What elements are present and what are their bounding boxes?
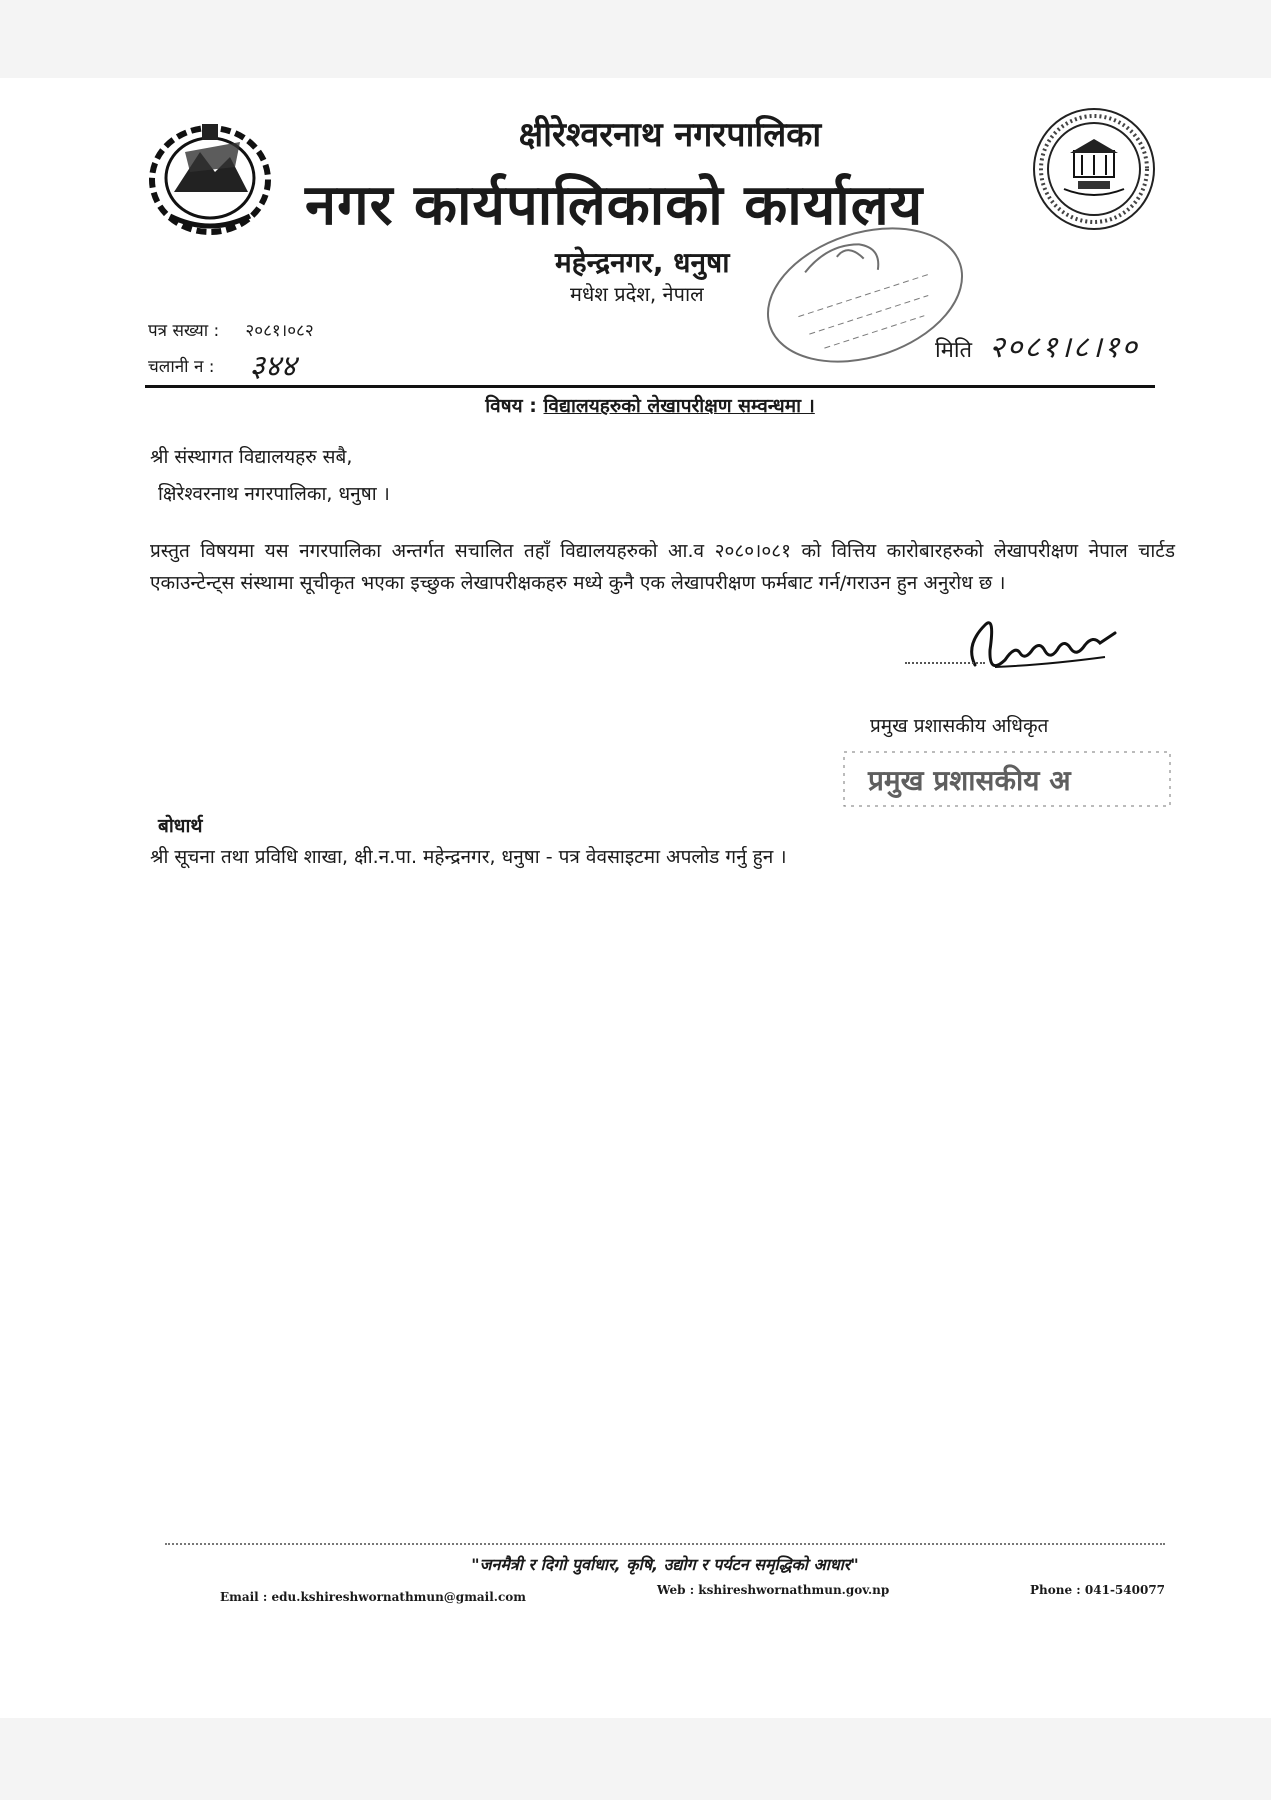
letter-number-label: पत्र सख्या : [148,321,220,341]
footer-website: Web : kshireshwornathmun.gov.np [657,1583,890,1597]
footer-motto: "जनमैत्री र दिगो पुर्वाधार, कृषि, उद्योग र पर्यटन समृद्धिको आधार" [471,1555,859,1574]
office-name: नगर कार्यपालिकाको कार्यालय [305,173,924,238]
subject-line [145,392,1155,418]
svg-text:प्रमुख प्रशासकीय अ: प्रमुख प्रशासकीय अ [868,764,1071,797]
signatory-title: प्रमुख प्रशासकीय अधिकृत [870,715,1049,737]
recipient-line-1: श्री संस्थागत विद्यालयहरु सबै, [150,446,353,468]
date-label: मिति [935,338,973,363]
address-line-1: महेन्द्रनगर, धनुषा [555,246,730,279]
footer-email: Email : edu.kshireshwornathmun@gmail.com [220,1590,526,1604]
dispatch-number-value: ३४४ [249,349,297,384]
cc-heading: बोधार्थ [158,815,203,837]
footer-divider [165,1543,1165,1545]
municipality-logo-icon [1030,105,1158,233]
letter-number-value: २०८१।०८२ [245,321,314,341]
dispatch-number-label: चलानी न : [148,357,215,377]
municipality-name: क्षीरेश्वरनाथ नगरपालिका [518,115,822,155]
letter-date [935,325,1139,366]
officer-designation-stamp [838,748,1178,810]
letter-body: प्रस्तुत विषयमा यस नगरपालिका अन्तर्गत सचालित तहाँ विद्यालयहरुको आ.व २०८०।०८१ को वित्तिय कारोबारहरुको लेखापरीक्षण नेपाल चार्टड एकाउन्टेन्ट्स संस्थामा सूचीकृत भएका इच्छुक लेखापरीक्षकहरु मध्ये कुनै एक लेखापरीक्षण फर्मबाट गर्न/गराउन हुन अनुरोध छ । [150,540,1175,594]
recipient-line-2: क्षिरेश्वरनाथ नगरपालिका, धनुषा । [158,483,390,505]
letter-number [148,318,314,341]
date-value: २०८१।८।१० [989,330,1140,365]
subject-label: विषय : [485,395,537,417]
footer-phone: Phone : 041-540077 [1030,1583,1166,1597]
signature [955,605,1125,685]
subject-text: विद्यालयहरुको लेखापरीक्षण सम्वन्धमा । [543,395,815,417]
nepal-emblem-icon [140,112,280,242]
header-divider [145,385,1155,388]
address-line-2: मधेश प्रदेश, नेपाल [570,282,704,306]
dispatch-number [148,340,297,384]
signature-dotted-line [905,662,985,664]
cc-text: श्री सूचना तथा प्रविधि शाखा, क्षी.न.पा. महेन्द्रनगर, धनुषा - पत्र वेवसाइटमा अपलोड गर्नु हुन । [150,846,787,868]
